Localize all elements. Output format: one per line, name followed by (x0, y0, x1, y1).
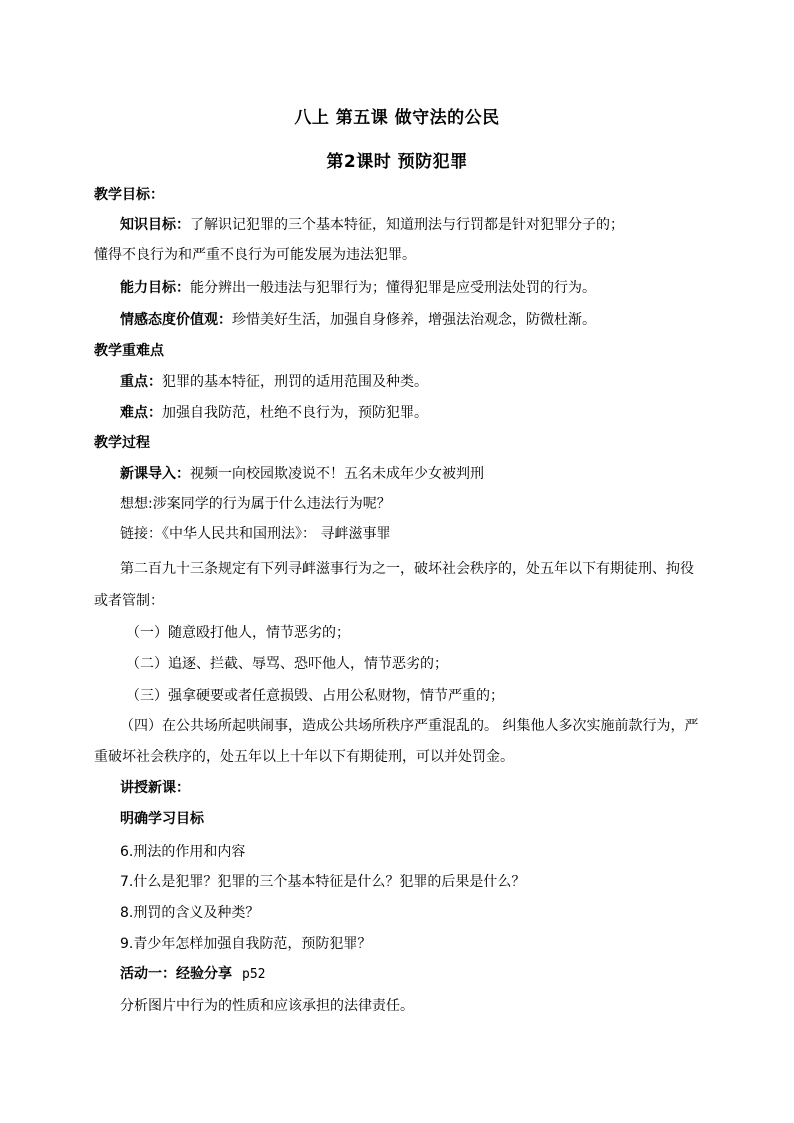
analysis-instruction: 分析图片中行为的性质和应该承担的法律责任。 (120, 998, 414, 1014)
new-lesson-heading: 讲授新课： (120, 780, 190, 796)
knowledge-goal-line-1 (120, 215, 624, 235)
article-item-4-line-2: 重破坏社会秩序的，处五年以上十年以下有期徒刑，可以并处罚金。 (94, 749, 514, 765)
emotion-goal-label: 情感态度价值观： (120, 312, 232, 328)
learning-goal-6: 6.刑法的作用和内容 (120, 844, 246, 860)
article-line-1: 第二百九十三条规定有下列寻衅滋事行为之一，破坏社会秩序的，处五年以下有期徒刑、拘役 (120, 561, 694, 577)
article-item-3: （三）强拿硬要或者任意损毁、占用公私财物，情节严重的； (126, 688, 504, 704)
learning-goal-9: 9.青少年怎样加强自我防范，预防犯罪？ (120, 936, 372, 952)
learning-goal-8: 8.刑罚的含义及种类？ (120, 905, 260, 921)
article-item-1: （一）随意殴打他人，情节恶劣的； (126, 625, 350, 641)
teaching-process-heading: 教学过程 (94, 435, 150, 451)
ability-goal-text: 能分辨出一般违法与犯罪行为；懂得犯罪是应受刑法处罚的行为。 (190, 280, 596, 296)
difficult-point-text: 加强自我防范，杜绝不良行为，预防犯罪。 (162, 405, 428, 421)
knowledge-goal-label: 知识目标： (120, 217, 190, 233)
article-item-4-line-1: （四）在公共场所起哄闹事，造成公共场所秩序严重混乱的。 纠集他人多次实施前款行为，严 (120, 718, 699, 734)
intro-text: 视频一向校园欺凌说不！五名未成年少女被判刑 (190, 466, 484, 482)
key-point-label: 重点： (120, 374, 162, 390)
article-item-2: （二）追逐、拦截、辱骂、恐吓他人，情节恶劣的； (126, 656, 448, 672)
ability-goal-line (120, 278, 596, 298)
key-points-heading: 教学重难点 (94, 343, 164, 359)
intro-line (120, 464, 484, 484)
law-link: 链接：《中华人民共和国刑法》： 寻衅滋事罪 (120, 526, 391, 542)
clarify-goals-heading: 明确学习目标 (120, 811, 204, 827)
knowledge-goal-line-2: 懂得不良行为和严重不良行为可能发展为违法犯罪。 (94, 247, 416, 263)
emotion-goal-text: 珍惜美好生活，加强自身修养，增强法治观念，防微杜渐。 (232, 312, 596, 328)
difficult-point-label: 难点： (120, 405, 162, 421)
emotion-goal-line (120, 310, 596, 330)
intro-label: 新课导入： (120, 466, 190, 482)
knowledge-goal-text-1: 了解识记犯罪的三个基本特征，知道刑法与行罚都是针对犯罪分子的； (190, 217, 624, 233)
lesson-subtitle: 第2课时 预防犯罪 (326, 152, 468, 172)
think-question: 想想:涉案同学的行为属于什么违法行为呢？ (120, 496, 391, 512)
key-point-line (120, 372, 428, 392)
lesson-title: 八上 第五课 做守法的公民 (294, 108, 500, 128)
key-point-text: 犯罪的基本特征，刑罚的适用范围及种类。 (162, 374, 428, 390)
activity-label: 活动一：经验分享 (120, 966, 232, 982)
ability-goal-label: 能力目标： (120, 280, 190, 296)
activity-page-ref: p52 (242, 967, 266, 982)
teaching-goals-heading: 教学目标： (94, 187, 164, 203)
activity-line (120, 964, 265, 985)
learning-goal-7: 7.什么是犯罪？犯罪的三个基本特征是什么？犯罪的后果是什么？ (120, 874, 526, 890)
difficult-point-line (120, 403, 428, 423)
article-line-2: 或者管制： (94, 593, 164, 609)
